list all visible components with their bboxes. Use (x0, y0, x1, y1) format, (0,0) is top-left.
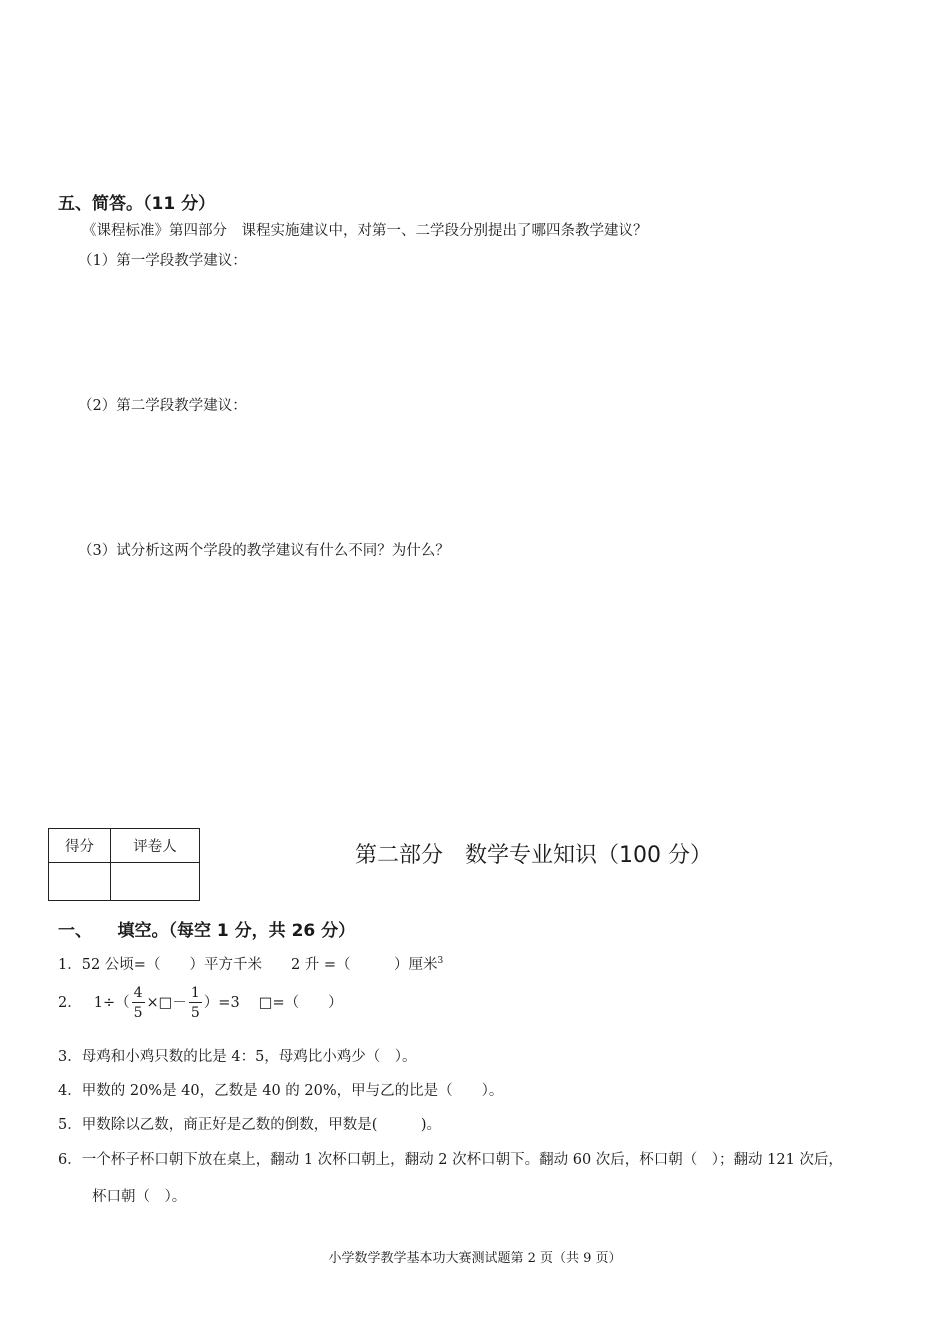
score-label: 得分 (49, 829, 111, 863)
fraction-denominator: 5 (190, 1005, 200, 1021)
grader-label: 评卷人 (111, 829, 200, 863)
question-text-line-1: 一个杯子杯口朝下放在桌上，翻动 1 次杯口朝上，翻动 2 次杯口朝下。翻动 60 次后，杯口朝（ ）；翻动 121 次后， (81, 1152, 843, 1168)
question-text-pre: 1÷（ (93, 995, 130, 1011)
question-text-mid: ×□－ (146, 995, 187, 1011)
question-4 (58, 1079, 503, 1100)
section-5-prompt: 《课程标准》第四部分 课程实施建议中，对第一、二学段分别提出了哪四条教学建议？ (82, 223, 648, 239)
fraction-numerator: 4 (133, 985, 143, 1001)
score-box (48, 828, 200, 901)
grader-field[interactable] (111, 863, 200, 901)
question-number: 3． (58, 1049, 82, 1065)
section-5-item-1: （1）第一学段教学建议： (78, 253, 247, 269)
question-number: 5． (58, 1117, 82, 1133)
fraction-numerator: 1 (190, 985, 200, 1001)
fill-blank-heading: 一、 填空。（每空 1 分，共 26 分） (58, 921, 356, 941)
question-6 (58, 1148, 843, 1169)
question-text: 甲数除以乙数，商正好是乙数的倒数，甲数是( )。 (81, 1117, 442, 1133)
question-2 (58, 986, 343, 1020)
question-number: 4． (58, 1083, 82, 1099)
question-text: 52 公顷=（ ）平方千米 2 升 =（ ）厘米 (81, 957, 438, 973)
fraction-denominator: 5 (133, 1005, 143, 1021)
question-text: 甲数的 20%是 40，乙数是 40 的 20%，甲与乙的比是（ ）。 (81, 1083, 504, 1099)
question-text: 母鸡和小鸡只数的比是 4：5，母鸡比小鸡少（ ）。 (81, 1049, 417, 1065)
question-6-continued: 杯口朝（ ）。 (92, 1189, 187, 1205)
fraction-1 (132, 986, 145, 1020)
question-number: 2． (58, 995, 82, 1011)
section-5-item-2: （2）第二学段教学建议： (78, 398, 247, 414)
question-text-post: ）=3 □=（ ） (203, 995, 343, 1011)
question-1 (58, 953, 443, 974)
part-2-title: 第二部分 数学专业知识（100 分） (355, 843, 712, 868)
question-5 (58, 1113, 441, 1134)
page-footer: 小学数学教学基本功大赛测试题第 2 页（共 9 页） (328, 1251, 622, 1266)
fraction-2 (189, 986, 202, 1020)
score-field[interactable] (49, 863, 111, 901)
section-5-heading: 五、简答。（11 分） (58, 194, 216, 214)
question-3 (58, 1045, 417, 1066)
section-5-item-3: （3）试分析这两个学段的教学建议有什么不同？为什么？ (78, 543, 450, 559)
question-number: 6． (58, 1152, 82, 1168)
question-number: 1． (58, 957, 82, 973)
superscript: 3 (437, 956, 444, 967)
